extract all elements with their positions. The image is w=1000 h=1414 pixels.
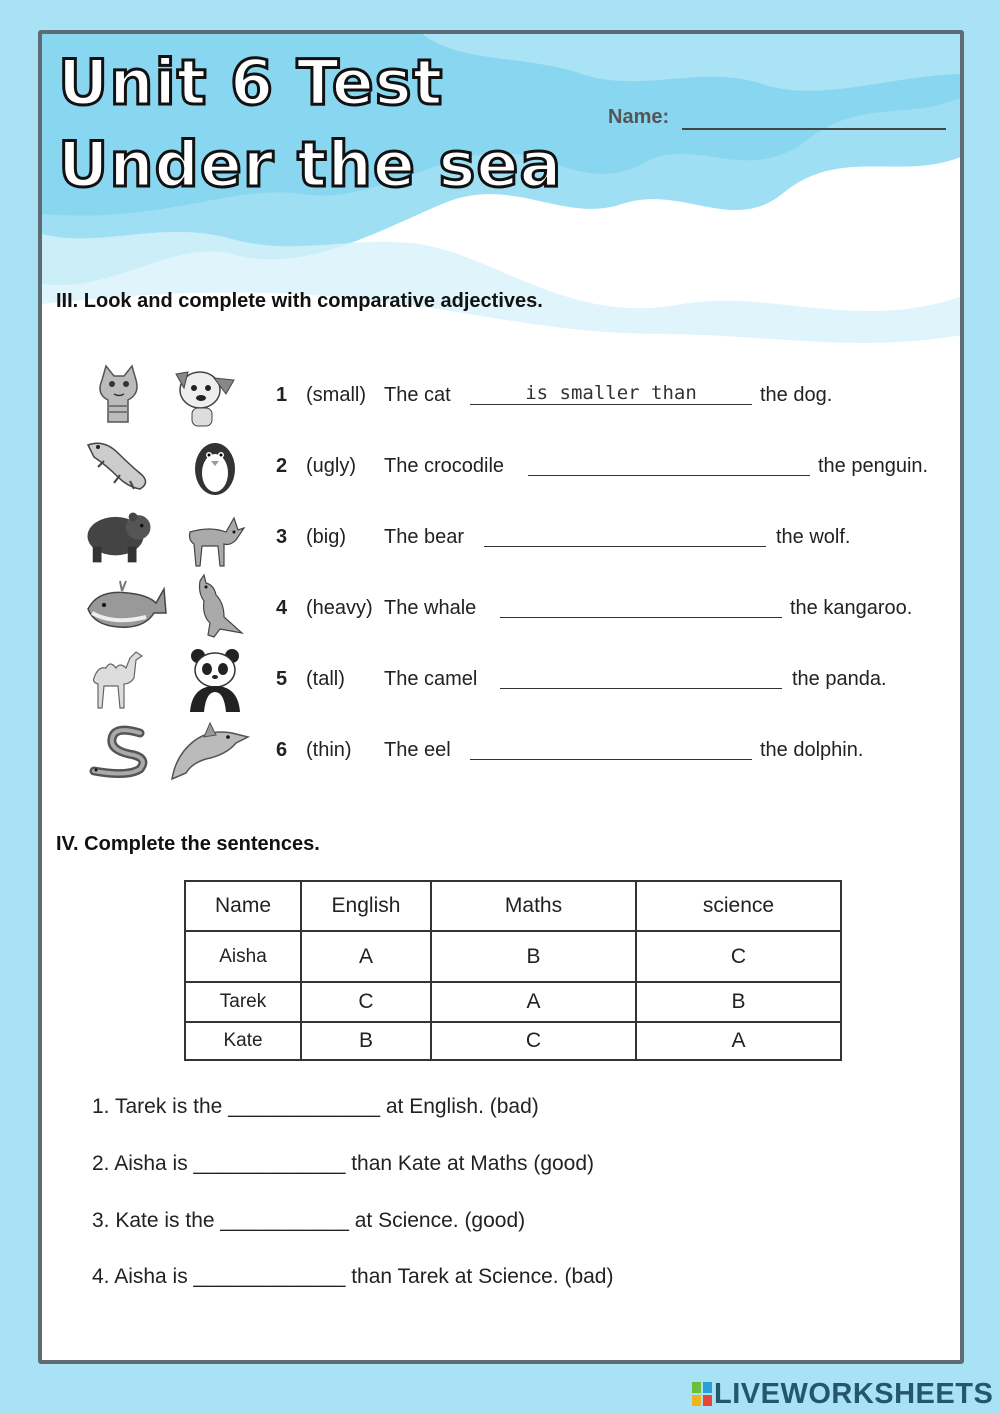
- whale-icon: [84, 573, 168, 643]
- answer-text: is smaller than: [525, 382, 697, 404]
- table-row: [185, 931, 841, 982]
- exercise-row: [42, 502, 964, 572]
- table-cell: B: [301, 1022, 431, 1060]
- item-subject: The cat: [384, 384, 451, 406]
- section-4-heading: IV. Complete the sentences.: [56, 833, 320, 855]
- logo-mark-icon: [692, 1382, 712, 1406]
- worksheet-page: [38, 30, 964, 1364]
- item-adjective: (small): [306, 384, 366, 406]
- kangaroo-icon: [180, 573, 250, 643]
- exercise-row: [42, 715, 964, 785]
- answer-blank[interactable]: [470, 404, 752, 405]
- table-header-row: [185, 881, 841, 931]
- table-header-cell: science: [636, 881, 841, 931]
- item-adjective: (ugly): [306, 455, 357, 477]
- item-object: the wolf.: [776, 526, 851, 548]
- table-cell: A: [301, 931, 431, 982]
- name-input-line[interactable]: [682, 128, 946, 130]
- answer-blank[interactable]: [484, 546, 766, 547]
- crocodile-icon: [84, 431, 154, 501]
- table-row: [185, 1022, 841, 1060]
- exercise-row: [42, 360, 964, 430]
- table-row: [185, 982, 841, 1022]
- item-object: the dolphin.: [760, 739, 864, 761]
- table-cell: Aisha: [185, 931, 301, 982]
- name-label: Name:: [608, 106, 670, 128]
- sentence-1[interactable]: 1. Tarek is the _____________ at English. (bad): [92, 1095, 539, 1118]
- table-cell: C: [636, 931, 841, 982]
- bear-icon: [84, 502, 154, 572]
- item-object: the dog.: [760, 384, 833, 406]
- item-object: the kangaroo.: [790, 597, 913, 619]
- item-subject: The camel: [384, 668, 478, 690]
- item-number: 6: [276, 739, 288, 761]
- page-title: [58, 42, 562, 206]
- item-number: 4: [276, 597, 288, 619]
- liveworksheets-logo[interactable]: [692, 1378, 993, 1411]
- item-number: 1: [276, 384, 288, 406]
- exercise-row: [42, 573, 964, 643]
- item-object: the penguin.: [818, 455, 929, 477]
- dolphin-icon: [166, 715, 252, 785]
- table-header-cell: Name: [185, 881, 301, 931]
- answer-blank[interactable]: [470, 759, 752, 760]
- logo-text: LIVEWORKSHEETS: [714, 1378, 994, 1410]
- sentence-3[interactable]: 3. Kate is the ___________ at Science. (good): [92, 1209, 526, 1232]
- item-number: 2: [276, 455, 288, 477]
- item-subject: The eel: [384, 739, 451, 761]
- table-cell: C: [431, 1022, 636, 1060]
- cat-icon: [84, 360, 154, 430]
- item-adjective: (thin): [306, 739, 352, 761]
- item-number: 3: [276, 526, 288, 548]
- item-adjective: (tall): [306, 668, 345, 690]
- exercise-row: [42, 644, 964, 714]
- title-line-1: Unit 6 Test: [58, 46, 444, 119]
- table-header-cell: Maths: [431, 881, 636, 931]
- item-subject: The whale: [384, 597, 477, 619]
- eel-icon: [84, 715, 154, 785]
- answer-blank[interactable]: [500, 688, 782, 689]
- panda-icon: [180, 644, 250, 714]
- item-subject: The bear: [384, 526, 465, 548]
- item-subject: The crocodile: [384, 455, 505, 477]
- grades-table: [184, 880, 842, 1061]
- table-cell: A: [431, 982, 636, 1022]
- table-cell: Tarek: [185, 982, 301, 1022]
- camel-icon: [84, 644, 154, 714]
- exercise-row: [42, 431, 964, 501]
- answer-blank[interactable]: [528, 475, 810, 476]
- table-header-cell: English: [301, 881, 431, 931]
- item-object: the panda.: [792, 668, 887, 690]
- wolf-icon: [180, 502, 250, 572]
- sentence-2[interactable]: 2. Aisha is _____________ than Kate at Maths (good): [92, 1152, 595, 1175]
- table-cell: Kate: [185, 1022, 301, 1060]
- item-adjective: (heavy): [306, 597, 373, 619]
- penguin-icon: [180, 431, 250, 501]
- item-number: 5: [276, 668, 288, 690]
- table-cell: A: [636, 1022, 841, 1060]
- table-cell: C: [301, 982, 431, 1022]
- table-cell: B: [431, 931, 636, 982]
- item-adjective: (big): [306, 526, 347, 548]
- title-line-2: Under the sea: [58, 128, 563, 201]
- answer-blank[interactable]: [500, 617, 782, 618]
- sentence-4[interactable]: 4. Aisha is _____________ than Tarek at Science. (bad): [92, 1265, 614, 1288]
- section-3-heading: III. Look and complete with comparative adjectives.: [56, 290, 543, 312]
- table-cell: B: [636, 982, 841, 1022]
- dog-icon: [168, 360, 238, 430]
